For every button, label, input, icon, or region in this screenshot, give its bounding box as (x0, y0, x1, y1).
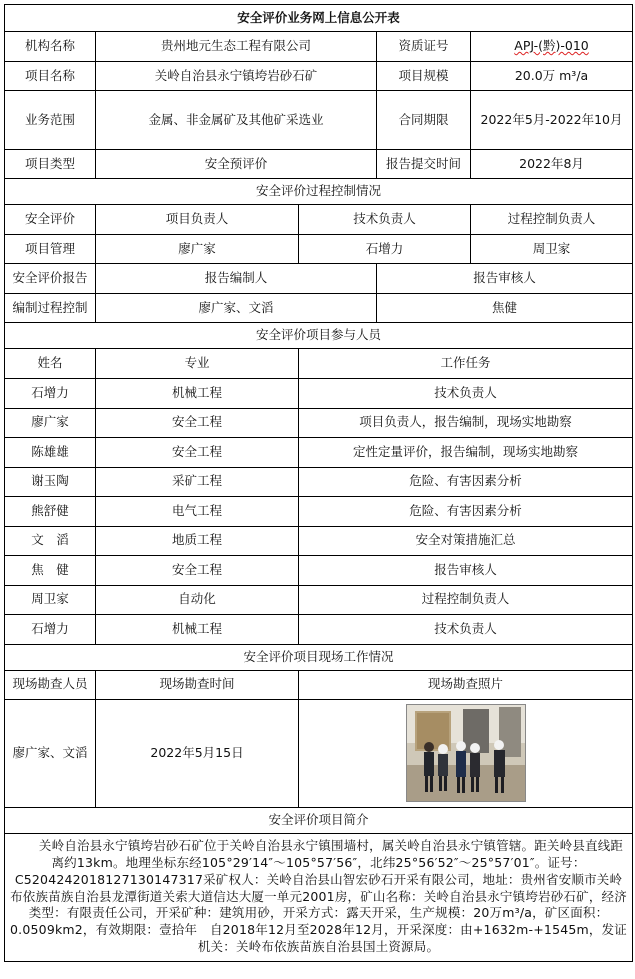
staff-header-task: 工作任务 (299, 349, 633, 379)
staff-name: 周卫家 (5, 585, 96, 615)
staff-major: 自动化 (96, 585, 299, 615)
scale-label: 项目规模 (377, 62, 471, 91)
table-row (5, 438, 633, 468)
process-section-title: 安全评价过程控制情况 (5, 179, 633, 205)
site-section-title: 安全评价项目现场工作情况 (5, 644, 633, 670)
scale-value: 20.0万 m³/a (471, 62, 633, 91)
submit-value: 2022年8月 (471, 150, 633, 179)
staff-name: 陈雄雄 (5, 438, 96, 468)
staff-major: 机械工程 (96, 615, 299, 645)
cert-label: 资质证号 (377, 32, 471, 62)
mgmt-label-top: 安全评价 (5, 205, 96, 235)
site-people-head: 现场勘查人员 (5, 670, 96, 699)
photo-scene (407, 705, 525, 801)
tech-value: 石增力 (299, 235, 471, 264)
staff-task: 报告审核人 (299, 556, 633, 586)
staff-header-major: 专业 (96, 349, 299, 379)
scope-label: 业务范围 (5, 91, 96, 150)
staff-major: 电气工程 (96, 497, 299, 527)
writer-head: 报告编制人 (96, 264, 377, 294)
type-value: 安全预评价 (96, 150, 377, 179)
staff-major: 安全工程 (96, 438, 299, 468)
staff-major: 地质工程 (96, 526, 299, 556)
staff-section-title: 安全评价项目参与人员 (5, 323, 633, 349)
staff-header-name: 姓名 (5, 349, 96, 379)
leader-value: 廖广家 (96, 235, 299, 264)
project-label: 项目名称 (5, 62, 96, 91)
info-disclosure-table (4, 4, 633, 962)
site-photo-cell (299, 699, 633, 807)
project-value: 关岭自治县永宁镇垮岩砂石矿 (96, 62, 377, 91)
staff-task: 过程控制负责人 (299, 585, 633, 615)
type-label: 项目类型 (5, 150, 96, 179)
table-row (5, 526, 633, 556)
period-label: 合同期限 (377, 91, 471, 150)
staff-task: 安全对策措施汇总 (299, 526, 633, 556)
staff-name: 焦 健 (5, 556, 96, 586)
org-label: 机构名称 (5, 32, 96, 62)
tech-head: 技术负责人 (299, 205, 471, 235)
table-row (5, 615, 633, 645)
staff-task: 危险、有害因素分析 (299, 497, 633, 527)
site-time-head: 现场勘查时间 (96, 670, 299, 699)
site-inspection-photo (406, 704, 526, 802)
table-row (5, 585, 633, 615)
staff-name: 文 滔 (5, 526, 96, 556)
intro-text: 关岭自治县永宁镇垮岩砂石矿位于关岭自治县永宁镇围墙村，属关岭自治县永宁镇管辖。距关岭县直线距离约13km。地理坐标东经105°29′14″～105°57′56″，北纬25°56′52″～25°57′01″。证号：C5204242018127130147317采矿权人：关岭自治县山智宏砂石开采有限公司，地址：贵州省安顺市关岭布依族苗族自治县龙潭街道关索大道信达大厦一单元2001房，矿山名称：关岭自治县永宁镇垮岩砂石矿，经济类型：有限责任公司，开采矿种：建筑用砂，开采方式：露天开采，生产规模：20万m³/a，矿区面积：0.0509km2，有效期限：壹拾年 自2018年12月至2028年12月，开采深度：由+1632m-+1545m，发证机关：关岭布依族苗族自治县国土资源局。 (5, 833, 633, 961)
org-value: 贵州地元生态工程有限公司 (96, 32, 377, 62)
writer-value: 廖广家、文滔 (96, 294, 377, 323)
staff-major: 安全工程 (96, 556, 299, 586)
staff-task: 定性定量评价，报告编制，现场实地勘察 (299, 438, 633, 468)
site-photo-head: 现场勘查照片 (299, 670, 633, 699)
mgmt-label-bottom: 项目管理 (5, 235, 96, 264)
table-row (5, 556, 633, 586)
submit-label: 报告提交时间 (377, 150, 471, 179)
table-row (5, 408, 633, 438)
doc-title: 安全评价业务网上信息公开表 (5, 5, 633, 32)
scope-value: 金属、非金属矿及其他矿采选业 (96, 91, 377, 150)
staff-name: 石增力 (5, 615, 96, 645)
period-value: 2022年5月-2022年10月 (471, 91, 633, 150)
staff-major: 采矿工程 (96, 467, 299, 497)
site-time-value: 2022年5月15日 (96, 699, 299, 807)
reviewer-head: 报告审核人 (377, 264, 633, 294)
staff-task: 危险、有害因素分析 (299, 467, 633, 497)
cert-value (471, 32, 633, 62)
table-row (5, 497, 633, 527)
staff-name: 石增力 (5, 379, 96, 409)
staff-task: 技术负责人 (299, 615, 633, 645)
intro-section-title: 安全评价项目简介 (5, 807, 633, 833)
table-row (5, 379, 633, 409)
staff-name: 熊舒健 (5, 497, 96, 527)
leader-head: 项目负责人 (96, 205, 299, 235)
staff-task: 技术负责人 (299, 379, 633, 409)
site-people-value: 廖广家、文滔 (5, 699, 96, 807)
ctrl-value: 周卫家 (471, 235, 633, 264)
ctrl-head: 过程控制负责人 (471, 205, 633, 235)
staff-name: 廖广家 (5, 408, 96, 438)
staff-task: 项目负责人，报告编制，现场实地勘察 (299, 408, 633, 438)
report-label-top: 安全评价报告 (5, 264, 96, 294)
staff-major: 机械工程 (96, 379, 299, 409)
cert-number: APJ-(黔)-010 (514, 38, 589, 54)
staff-name: 谢玉陶 (5, 467, 96, 497)
reviewer-value: 焦健 (377, 294, 633, 323)
report-label-bottom: 编制过程控制 (5, 294, 96, 323)
staff-major: 安全工程 (96, 408, 299, 438)
table-row (5, 467, 633, 497)
